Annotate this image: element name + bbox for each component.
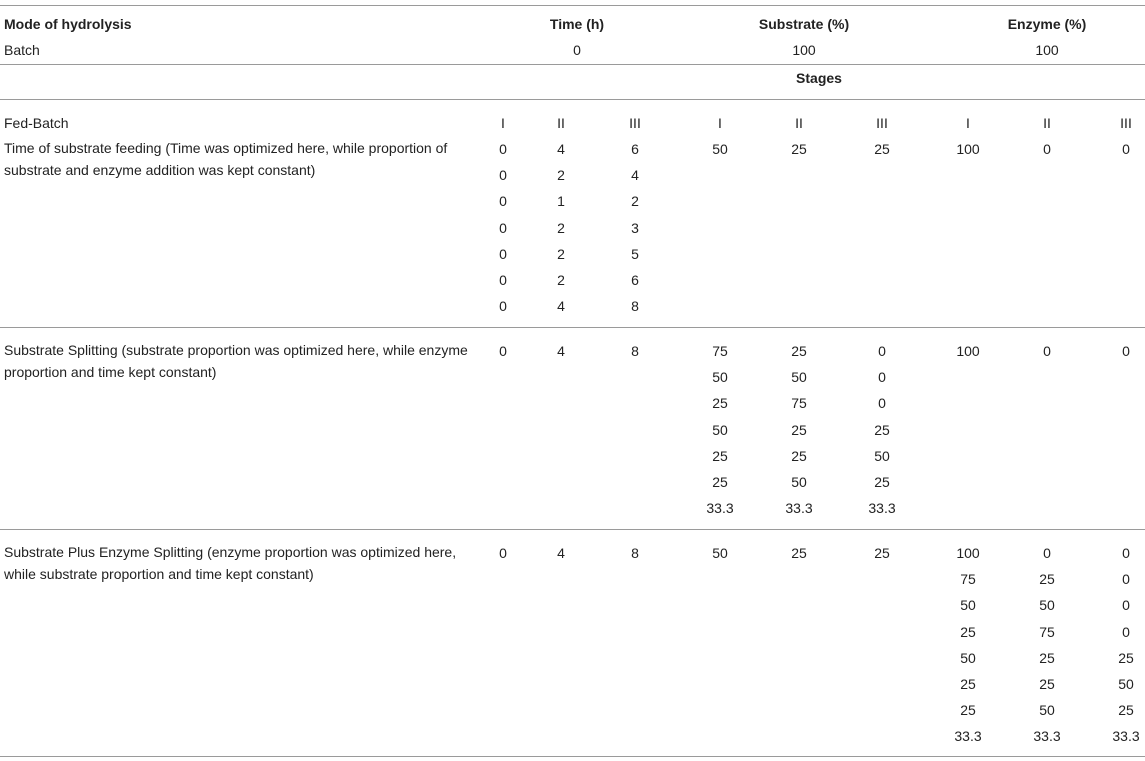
enzyme-cell: 33.3: [954, 728, 982, 745]
time-cell: 2: [557, 245, 565, 262]
substrate-cell: 50: [712, 141, 728, 157]
time-cell: 2: [557, 219, 565, 236]
substrate-cell: 0: [878, 343, 886, 359]
enzyme-cell: 50: [1039, 597, 1055, 614]
substrate-cell: 25: [712, 474, 728, 490]
batch-rule: [0, 64, 1145, 65]
enzyme-cell: 0: [1122, 597, 1130, 614]
stage-numeral-3: III: [1120, 115, 1132, 131]
enzyme-cell: 0: [1122, 141, 1130, 157]
batch-time: 0: [573, 42, 581, 58]
stage-numeral-1: I: [966, 115, 970, 131]
enzyme-cell: 75: [960, 571, 976, 588]
stage-numeral-3: III: [629, 115, 641, 131]
section-rule-1: [0, 327, 1145, 328]
enzyme-cell: 25: [960, 702, 976, 719]
time-cell: 5: [631, 245, 639, 262]
time-cell: 2: [557, 167, 565, 184]
enzyme-cell: 25: [1118, 702, 1134, 719]
time-cell: 0: [499, 219, 507, 236]
time-cell: 6: [631, 272, 639, 288]
bottom-rule: [0, 756, 1145, 757]
time-cell: 0: [499, 193, 507, 210]
enzyme-cell: 50: [960, 649, 976, 666]
time-cell: 1: [557, 193, 565, 210]
section-label-substrate-splitting: Substrate Splitting (substrate proportion was optimized here, while enzyme proportion and time kept constant): [4, 342, 468, 380]
header-mode: Mode of hydrolysis: [4, 16, 132, 32]
section-rule-2: [0, 529, 1145, 530]
time-cell: 4: [557, 343, 565, 359]
enzyme-cell: 25: [960, 676, 976, 692]
substrate-cell: 50: [874, 447, 890, 464]
stages-label: Stages: [796, 70, 842, 86]
time-cell: 4: [557, 545, 565, 561]
stage-numeral-2: II: [1043, 115, 1051, 131]
enzyme-cell: 75: [1039, 623, 1055, 640]
substrate-cell: 25: [791, 421, 807, 438]
substrate-cell: 50: [712, 545, 728, 561]
time-cell: 2: [557, 272, 565, 288]
time-cell: 8: [631, 545, 639, 561]
enzyme-cell: 50: [960, 597, 976, 614]
time-cell: 0: [499, 245, 507, 262]
enzyme-cell: 0: [1043, 343, 1051, 359]
time-cell: 6: [631, 141, 639, 157]
enzyme-cell: 25: [960, 623, 976, 640]
time-cell: 0: [499, 298, 507, 315]
substrate-cell: 33.3: [706, 500, 734, 517]
enzyme-cell: 33.3: [1033, 728, 1061, 745]
time-cell: 0: [499, 545, 507, 561]
stage-numeral-3: III: [876, 115, 888, 131]
stage-numeral-1: I: [718, 115, 722, 131]
fed-batch-label: Fed-Batch: [4, 115, 69, 131]
top-rule: [0, 5, 1145, 6]
enzyme-cell: 25: [1039, 649, 1055, 666]
substrate-cell: 25: [791, 141, 807, 157]
batch-label: Batch: [4, 42, 40, 58]
substrate-cell: 33.3: [785, 500, 813, 517]
substrate-cell: 25: [874, 545, 890, 561]
enzyme-cell: 100: [956, 141, 980, 157]
enzyme-cell: 25: [1039, 676, 1055, 692]
substrate-cell: 25: [712, 395, 728, 412]
enzyme-cell: 0: [1043, 141, 1051, 157]
enzyme-cell: 0: [1043, 545, 1051, 561]
time-cell: 4: [557, 141, 565, 157]
substrate-cell: 25: [791, 545, 807, 561]
substrate-cell: 25: [791, 447, 807, 464]
enzyme-cell: 100: [956, 343, 980, 359]
section-label-enzyme-splitting: Substrate Plus Enzyme Splitting (enzyme proportion was optimized here, while substrate proportion and time kept constant): [4, 544, 457, 582]
header-substrate: Substrate (%): [758, 16, 850, 32]
stages-rule: [0, 99, 1145, 100]
time-cell: 0: [499, 167, 507, 184]
substrate-cell: 25: [712, 447, 728, 464]
substrate-cell: 75: [791, 395, 807, 412]
enzyme-cell: 0: [1122, 343, 1130, 359]
batch-substrate: 100: [792, 42, 816, 58]
header-enzyme: Enzyme (%): [1007, 16, 1087, 32]
stage-numeral-2: II: [557, 115, 565, 131]
batch-enzyme: 100: [1035, 42, 1059, 58]
enzyme-cell: 25: [1118, 649, 1134, 666]
stage-numeral-2: II: [795, 115, 803, 131]
section-label-time-feeding: Time of substrate feeding (Time was optimized here, while proportion of substrate and enzyme addition was kept constant): [4, 140, 448, 178]
substrate-cell: 75: [712, 343, 728, 359]
enzyme-cell: 33.3: [1112, 728, 1140, 745]
substrate-cell: 50: [712, 369, 728, 386]
time-cell: 0: [499, 272, 507, 288]
enzyme-cell: 100: [956, 545, 980, 561]
time-cell: 2: [631, 193, 639, 210]
substrate-cell: 25: [874, 141, 890, 157]
time-cell: 4: [557, 298, 565, 315]
enzyme-cell: 0: [1122, 545, 1130, 561]
substrate-cell: 50: [712, 421, 728, 438]
enzyme-cell: 0: [1122, 623, 1130, 640]
time-cell: 3: [631, 219, 639, 236]
substrate-cell: 50: [791, 474, 807, 490]
substrate-cell: 0: [878, 395, 886, 412]
enzyme-cell: 50: [1118, 676, 1134, 692]
enzyme-cell: 25: [1039, 571, 1055, 588]
substrate-cell: 33.3: [868, 500, 896, 517]
time-cell: 0: [499, 343, 507, 359]
header-time: Time (h): [549, 16, 605, 32]
time-cell: 8: [631, 343, 639, 359]
time-cell: 8: [631, 298, 639, 315]
substrate-cell: 0: [878, 369, 886, 386]
time-cell: 4: [631, 167, 639, 184]
time-cell: 0: [499, 141, 507, 157]
substrate-cell: 50: [791, 369, 807, 386]
enzyme-cell: 50: [1039, 702, 1055, 719]
stage-numeral-1: I: [501, 115, 505, 131]
substrate-cell: 25: [791, 343, 807, 359]
enzyme-cell: 0: [1122, 571, 1130, 588]
substrate-cell: 25: [874, 421, 890, 438]
substrate-cell: 25: [874, 474, 890, 490]
